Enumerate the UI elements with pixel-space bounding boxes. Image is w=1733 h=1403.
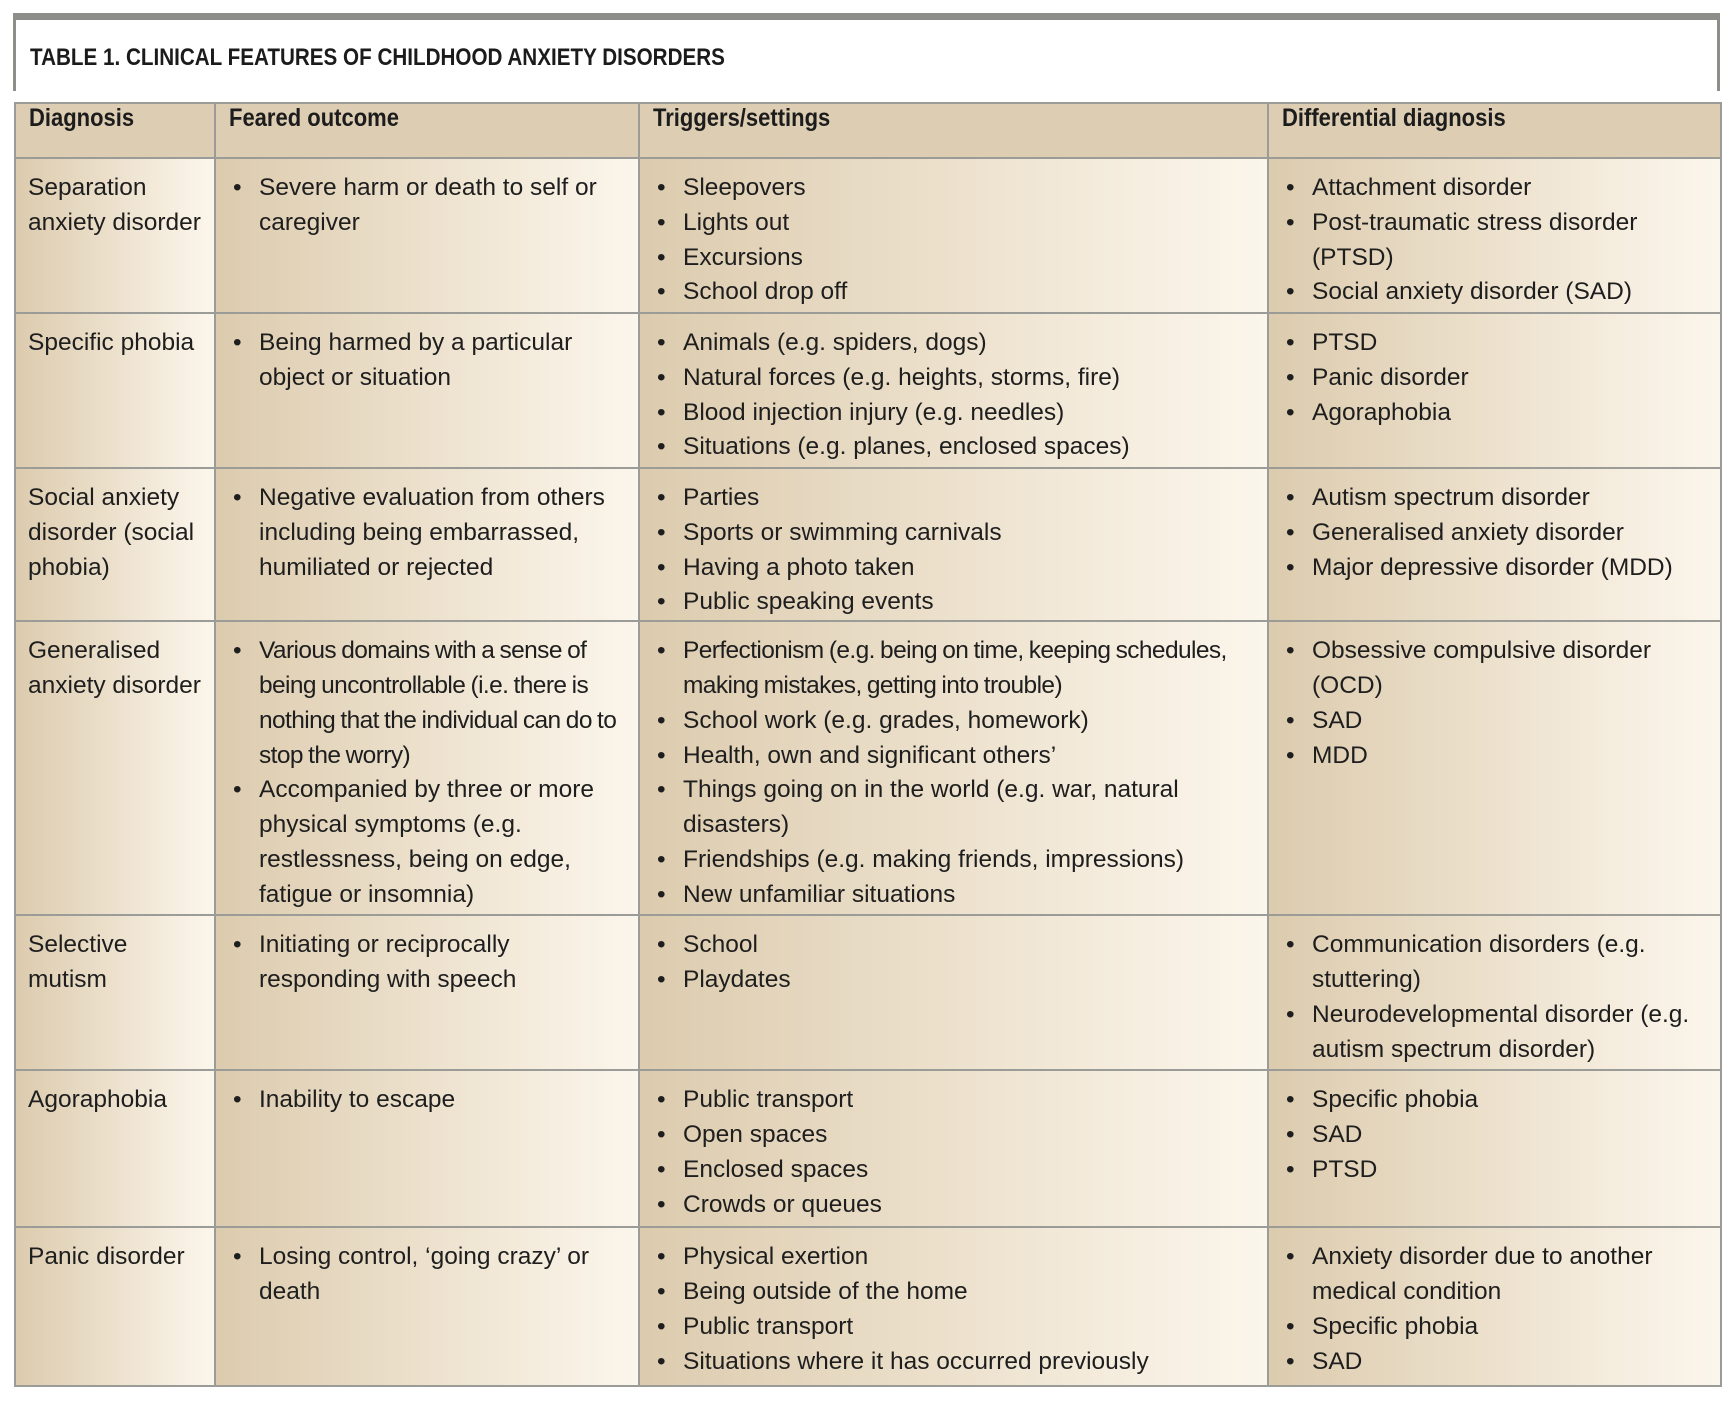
- list-item: • Sports or swimming carnivals: [653, 516, 1254, 551]
- list-item: • Panic disorder: [1282, 361, 1707, 396]
- list-item: • Agoraphobia: [1282, 396, 1707, 431]
- list-item: • Parties: [653, 481, 1254, 516]
- triggers-cell: [639, 1227, 1268, 1386]
- list-item: • Public speaking events: [653, 585, 1254, 620]
- feared-outcome-cell: [215, 621, 639, 915]
- diagnosis-cell: Generalised anxiety disorder: [15, 621, 215, 915]
- list-item: • Being harmed by a particular object or situation: [229, 326, 625, 396]
- triggers-cell: [639, 1070, 1268, 1227]
- feared-outcome-cell: [215, 158, 639, 313]
- list-item: • MDD: [1282, 739, 1707, 774]
- feared-outcome-cell: [215, 468, 639, 621]
- table-row: [15, 313, 1721, 468]
- diagnosis-cell: Selective mutism: [15, 915, 215, 1070]
- table-row: [15, 915, 1721, 1070]
- table-title-box: [13, 13, 1720, 91]
- header-row: [15, 103, 1721, 158]
- list-item: • School drop off: [653, 275, 1254, 310]
- column-header-feared-outcome: Feared outcome: [215, 103, 639, 158]
- list-item: • Physical exertion: [653, 1240, 1254, 1275]
- list-item: • Communication disorders (e.g. stuttering): [1282, 928, 1707, 998]
- triggers-cell: [639, 915, 1268, 1070]
- list-item: • Open spaces: [653, 1118, 1254, 1153]
- table-number: TABLE 1.: [30, 44, 121, 71]
- list-item: • School: [653, 928, 1254, 963]
- list-item: • Specific phobia: [1282, 1310, 1707, 1345]
- list-item: • SAD: [1282, 1345, 1707, 1380]
- feared-outcome-cell: [215, 915, 639, 1070]
- table-row: [15, 158, 1721, 313]
- clinical-features-table: [14, 102, 1722, 1387]
- list-item: • Severe harm or death to self or caregiver: [229, 171, 625, 241]
- feared-outcome-cell: [215, 313, 639, 468]
- differential-cell: [1268, 621, 1721, 915]
- list-item: • Blood injection injury (e.g. needles): [653, 396, 1254, 431]
- list-item: • Obsessive compulsive disorder (OCD): [1282, 634, 1707, 704]
- differential-cell: [1268, 1227, 1721, 1386]
- column-header-triggers: Triggers/settings: [639, 103, 1268, 158]
- table-row: [15, 621, 1721, 915]
- list-item: • Losing control, ‘going crazy’ or death: [229, 1240, 625, 1310]
- list-item: • Public transport: [653, 1310, 1254, 1345]
- differential-cell: [1268, 158, 1721, 313]
- list-item: • SAD: [1282, 704, 1707, 739]
- triggers-cell: [639, 468, 1268, 621]
- diagnosis-cell: Agoraphobia: [15, 1070, 215, 1227]
- list-item: • Health, own and significant others’: [653, 739, 1254, 774]
- list-item: • Post-traumatic stress disorder (PTSD): [1282, 206, 1707, 276]
- list-item: • Attachment disorder: [1282, 171, 1707, 206]
- differential-cell: [1268, 915, 1721, 1070]
- triggers-cell: [639, 158, 1268, 313]
- list-item: • Specific phobia: [1282, 1083, 1707, 1118]
- list-item: • Perfectionism (e.g. being on time, keeping schedules, making mistakes, getting into trouble): [653, 634, 1254, 704]
- list-item: • Lights out: [653, 206, 1254, 241]
- list-item: • PTSD: [1282, 326, 1707, 361]
- list-item: • Natural forces (e.g. heights, storms, fire): [653, 361, 1254, 396]
- diagnosis-cell: Panic disorder: [15, 1227, 215, 1386]
- list-item: • Animals (e.g. spiders, dogs): [653, 326, 1254, 361]
- list-item: • Public transport: [653, 1083, 1254, 1118]
- list-item: • PTSD: [1282, 1153, 1707, 1188]
- list-item: • Accompanied by three or more physical symptoms (e.g. restlessness, being on edge, fatigue or insomnia): [229, 773, 625, 912]
- diagnosis-cell: Social anxiety disorder (social phobia): [15, 468, 215, 621]
- list-item: • Anxiety disorder due to another medical condition: [1282, 1240, 1707, 1310]
- list-item: • Enclosed spaces: [653, 1153, 1254, 1188]
- list-item: • Excursions: [653, 241, 1254, 276]
- list-item: • Neurodevelopmental disorder (e.g. autism spectrum disorder): [1282, 998, 1707, 1068]
- feared-outcome-cell: [215, 1070, 639, 1227]
- table-row: [15, 1070, 1721, 1227]
- column-header-differential: Differential diagnosis: [1268, 103, 1721, 158]
- list-item: • Various domains with a sense of being uncontrollable (i.e. there is nothing that the individual can do to stop the worry): [229, 634, 625, 773]
- list-item: • Being outside of the home: [653, 1275, 1254, 1310]
- list-item: • Playdates: [653, 963, 1254, 998]
- list-item: • Having a photo taken: [653, 551, 1254, 586]
- table-title-text: CLINICAL FEATURES OF CHILDHOOD ANXIETY DISORDERS: [125, 44, 725, 71]
- differential-cell: [1268, 313, 1721, 468]
- list-item: • Things going on in the world (e.g. war, natural disasters): [653, 773, 1254, 843]
- list-item: • Major depressive disorder (MDD): [1282, 551, 1707, 586]
- list-item: • New unfamiliar situations: [653, 878, 1254, 913]
- list-item: • Situations where it has occurred previously: [653, 1345, 1254, 1380]
- table-title: [30, 44, 725, 72]
- list-item: • SAD: [1282, 1118, 1707, 1153]
- list-item: • Autism spectrum disorder: [1282, 481, 1707, 516]
- differential-cell: [1268, 468, 1721, 621]
- list-item: • Sleepovers: [653, 171, 1254, 206]
- triggers-cell: [639, 313, 1268, 468]
- list-item: • School work (e.g. grades, homework): [653, 704, 1254, 739]
- list-item: • Situations (e.g. planes, enclosed spaces): [653, 430, 1254, 465]
- diagnosis-cell: Specific phobia: [15, 313, 215, 468]
- list-item: • Inability to escape: [229, 1083, 625, 1118]
- list-item: • Negative evaluation from others including being embarrassed, humiliated or rejected: [229, 481, 625, 585]
- feared-outcome-cell: [215, 1227, 639, 1386]
- column-header-diagnosis: Diagnosis: [15, 103, 215, 158]
- list-item: • Initiating or reciprocally responding with speech: [229, 928, 625, 998]
- triggers-cell: [639, 621, 1268, 915]
- table-row: [15, 1227, 1721, 1386]
- list-item: • Generalised anxiety disorder: [1282, 516, 1707, 551]
- list-item: • Friendships (e.g. making friends, impressions): [653, 843, 1254, 878]
- list-item: • Crowds or queues: [653, 1188, 1254, 1223]
- differential-cell: [1268, 1070, 1721, 1227]
- list-item: • Social anxiety disorder (SAD): [1282, 275, 1707, 310]
- table-row: [15, 468, 1721, 621]
- diagnosis-cell: Separation anxiety disorder: [15, 158, 215, 313]
